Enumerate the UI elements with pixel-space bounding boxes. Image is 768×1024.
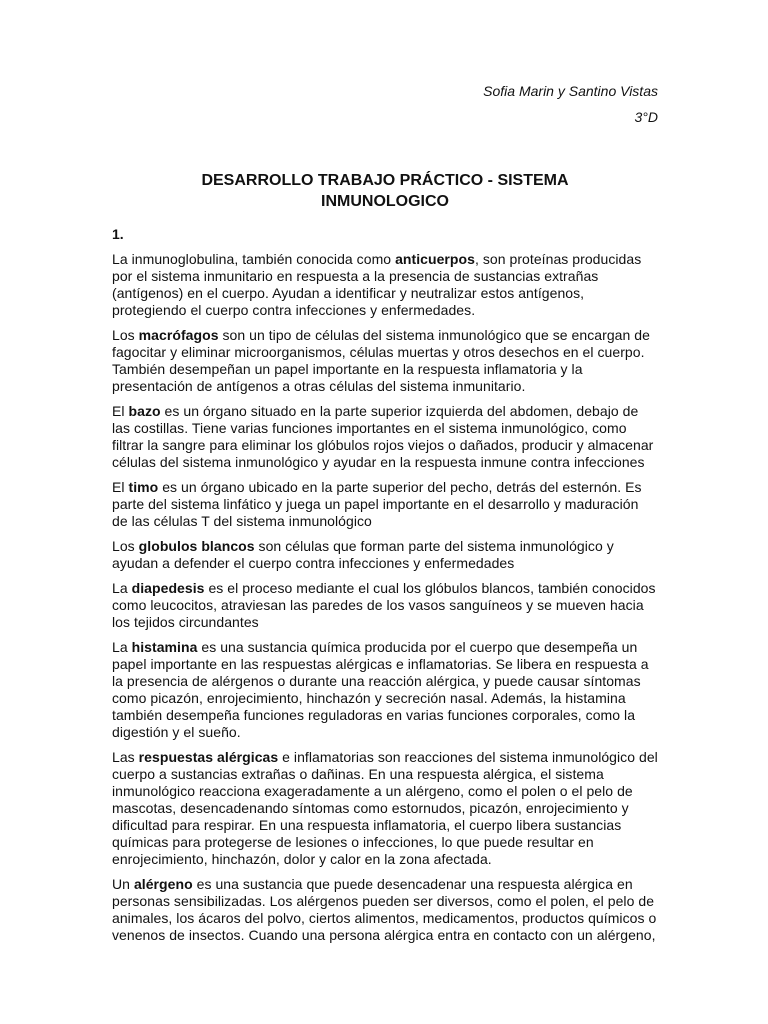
key-term: macrófagos [138,327,219,343]
paragraph-bazo [112,403,658,471]
paragraph-histamina [112,639,658,741]
paragraph-text: es un órgano ubicado en la parte superior del pecho, detrás del esternón. Es parte del sistema linfático y juega un papel importante en el desarrollo y maduración de las células T del sistema inmunológico [112,479,642,529]
paragraph-text: es el proceso mediante el cual los glóbulos blancos, también conocidos como leucocitos, atraviesan las paredes de los vasos sanguíneos y se mueven hacia los tejidos circundantes [112,580,656,630]
paragraph-timo [112,479,658,530]
paragraph-text: Un [112,876,134,892]
key-term: globulos blancos [138,538,255,554]
key-term: alérgeno [133,876,193,892]
paragraph-text: son un tipo de células del sistema inmunológico que se encargan de fagocitar y eliminar microorganismos, células muertas y otros desechos en el cuerpo. También desempeñan un papel importante en la respuesta inflamatoria y la presentación de antígenos a otras células del sistema inmunitario. [112,327,650,394]
paragraph-text: es un órgano situado en la parte superior izquierda del abdomen, debajo de las costillas. Tiene varias funciones importantes en el sistema inmunológico, como filtrar la sangre para eliminar los glóbulos rojos viejos o dañados, producir y almacenar células del sistema inmunológico y ayudar en la respuesta inmune contra infecciones [112,403,654,470]
paragraph-text: , son proteínas producidas por el sistema inmunitario en respuesta a la presencia de sustancias extrañas (antígenos) en el cuerpo. Ayudan a identificar y neutralizar estos antígenos, protegiendo el cuerpo contra infecciones y enfermedades. [112,251,642,318]
paragraph-alergeno [112,876,658,944]
paragraph-text: Los [112,538,139,554]
key-term: anticuerpos [395,251,475,267]
paragraph-text: El [112,403,129,419]
section-number: 1. [112,226,124,242]
paragraph-text: La inmunoglobulina, también conocida como [112,251,396,267]
paragraph-text: son células que forman parte del sistema inmunológico y ayudan a defender el cuerpo contra infecciones y enfermedades [112,538,614,571]
paragraph-anticuerpos [112,251,658,319]
paragraph-respuestas-alergicas [112,749,658,868]
paragraph-text: El [112,479,129,495]
paragraph-text: La [112,580,132,596]
paragraph-diapedesis [112,580,658,631]
key-term: timo [128,479,159,495]
paragraph-text: Las [112,749,139,765]
course-label: 3°D [634,109,658,125]
paragraph-text: La [112,639,132,655]
key-term: respuestas alérgicas [138,749,279,765]
document-title: DESARROLLO TRABAJO PRÁCTICO - SISTEMA INMUNOLOGICO [201,172,569,210]
paragraph-macrofagos [112,327,658,395]
paragraph-globulos-blancos [112,538,658,572]
paragraph-text: Los [112,327,139,343]
paragraph-text: es una sustancia química producida por el cuerpo que desempeña un papel importante en las respuestas alérgicas e inflamatorias. Se libera en respuesta a la presencia de alérgenos o durante una reacción alérgica, y puede causar síntomas como picazón, enrojecimiento, hinchazón y secreción nasal. Además, la histamina también desempeña funciones reguladoras en varias funciones corporales, como la digestión y el sueño. [112,639,649,740]
key-term: bazo [128,403,161,419]
key-term: histamina [131,639,198,655]
author-names: Sofia Marin y Santino Vistas [483,83,658,99]
paragraph-text: es una sustancia que puede desencadenar una respuesta alérgica en personas sensibilizadas. Los alérgenos pueden ser diversos, como el polen, el pelo de animales, los ácaros del polvo, ciertos alimentos, medicamentos, productos químicos o venenos de insectos. Cuando una persona alérgica entra en contacto con un alérgeno, [112,876,657,943]
key-term: diapedesis [131,580,205,596]
paragraph-text: e inflamatorias son reacciones del sistema inmunológico del cuerpo a sustancias extrañas o dañinas. En una respuesta alérgica, el sistema inmunológico reacciona exageradamente a un alérgeno, como el polen o el pelo de mascotas, desencadenando síntomas como estornudos, picazón, enrojecimiento y dificultad para respirar. En una respuesta inflamatoria, el cuerpo libera sustancias químicas para protegerse de lesiones o infecciones, lo que puede resultar en enrojecimiento, hinchazón, dolor y calor en la zona afectada. [112,749,658,867]
